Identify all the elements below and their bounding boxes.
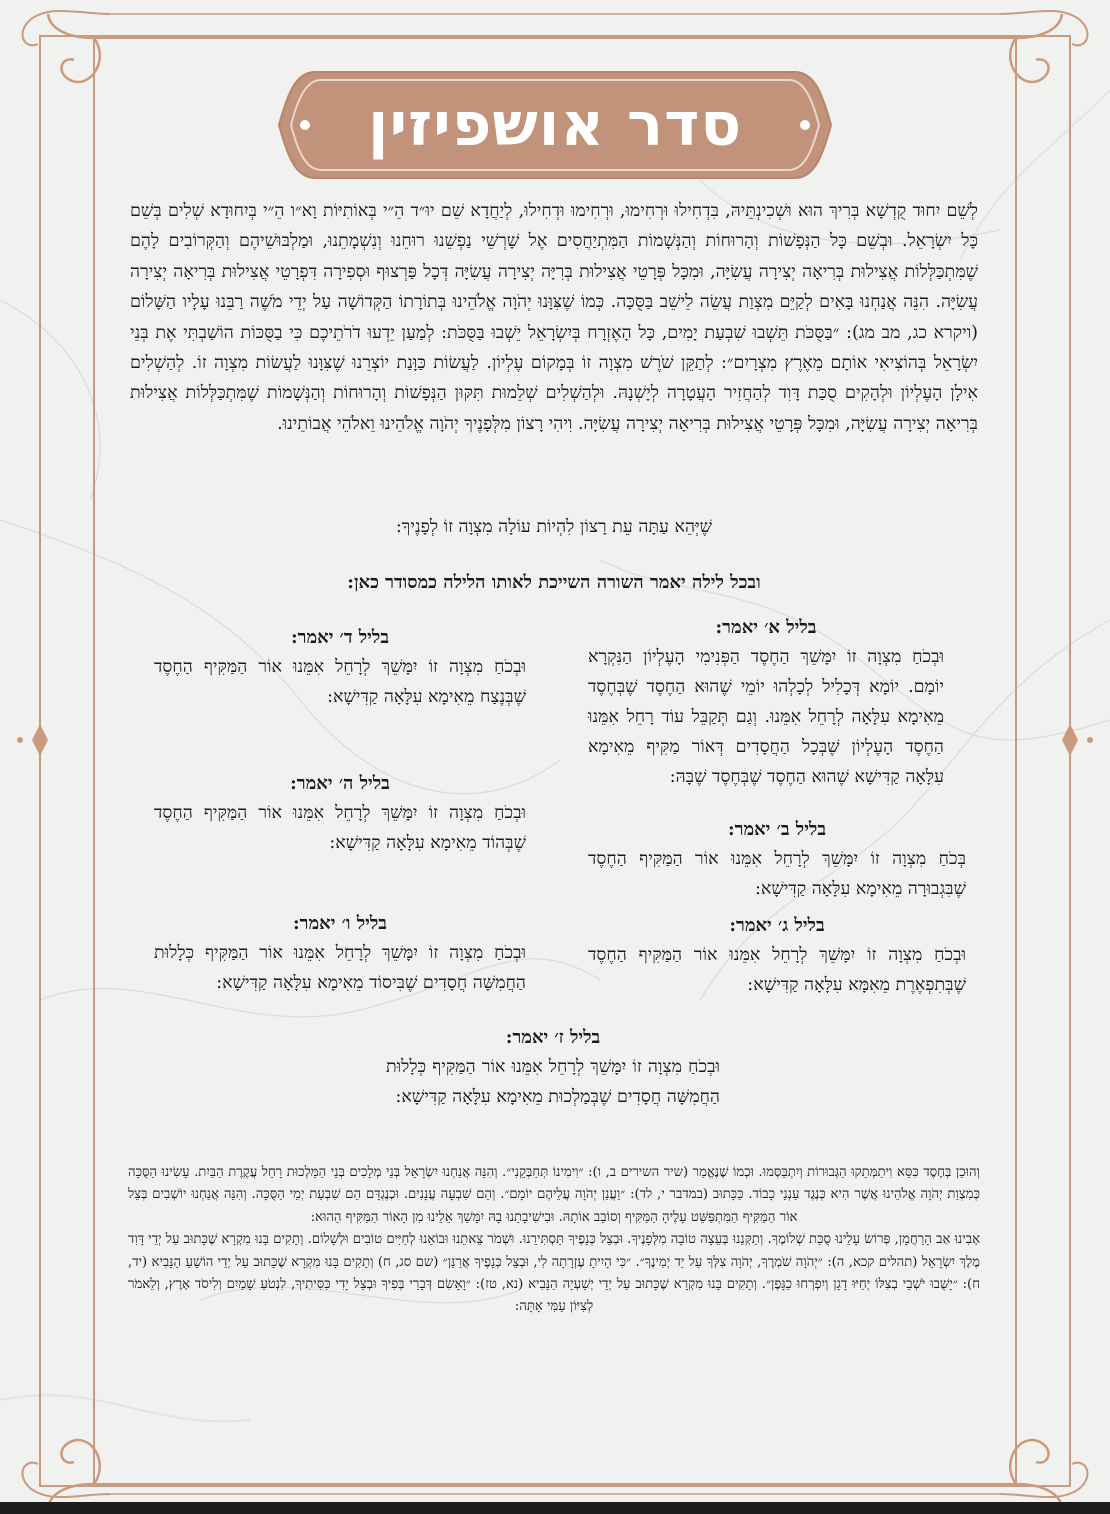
night-3-text: וּבְכֹחַ מִצְוָה זוֹ יִמָּשֵׁךְ לְרָחֵל אִמֵּנוּ אוֹר הַמַּקִּיף הַחֶסֶד שֶׁבְּתִפְאֶרֶת מֵאִמָּא עִלָּאָה קַדִּישָׁא:	[588, 945, 966, 995]
night-1-text: וּבְכֹחַ מִצְוָה זוֹ יִמָּשֵׁךְ הַחֶסֶד הַפְּנִימִי הָעֶלְיוֹן הַנִּקְרָא יוֹמָם. יוֹמָא דְּכָלִיל לְכָלְהוּ יוֹמֵי שֶׁהוּא הַחֶסֶד שֶׁבְּחֶסֶד מֵאִימָא עִלָּאָה לְרָחֵל אִמֵּנוּ. וְגַם תְּקַבֵּל עוֹד רָחֵל אִמֵּנוּ הַחֶסֶד הָעֶלְיוֹן שֶׁבְּכָל הַחֲסָדִים דְּאוֹר מַקִּיף מֵאִימָא עִלָּאָה קַדִּישָׁא שֶׁהוּא הַחֶסֶד שֶׁבְּחֶסֶד שֶׁבָּהּ:	[588, 647, 944, 787]
closing-paragraph-2: אָבִינוּ אַב הָרַחֲמָן, פְּרוֹשׂ עָלֵינוּ סֻכַּת שְׁלוֹמֶךָ. וְתַקְּנֵנוּ בְּעֵצָה טוֹבָה מִלְּפָנֶיךָ. וּבְצֵל כְּנָפֶיךָ תַּסְתִּירֵנוּ. וּשְׁמֹר צֵאתֵנוּ וּבוֹאֵנוּ לְחַיִּים טוֹבִים וּלְשָׁלוֹם. וְתָקִים בָּנוּ מִקְרָא שֶׁכָּתוּב עַל יְדֵי דָּוִד מֶלֶךְ יִשְׂרָאֵל (תהלים קכא, ה): ״יְהֹוָה שֹׁמְרֶךָ, יְהֹוָה צִלְּךָ עַל יַד יְמִינֶךָ״. ״כִּי הָיִיתָ עֶזְרָתָה לִי, וּבְצֵל כְּנָפֶיךָ אֲרַנֵּן״ (שם סג, ח) וְתָקִים בָּנוּ מִקְרָא שֶׁכָּתוּב עַל יְדֵי הוֹשֵׁעַ הַנָּבִיא (יד, ח): ״יָשֻׁבוּ יֹשְׁבֵי בְצִלּוֹ יְחַיּוּ דָגָן וְיִפְרְחוּ כַגָּפֶן״. וְתָקִים בָּנוּ מִקְרָא שֶׁכָּתוּב עַל יְדֵי יְשַׁעְיָה הַנָּבִיא (נא, טז): ״וָאָשִׂם דְּבָרַי בְּפִיךָ וּבְצֵל יָדִי כִּסִּיתִיךָ, לִנְטֹעַ שָׁמַיִם וְלִיסֹד אָרֶץ, וְלֵאמֹר לְצִיּוֹן עַמִּי אָתָּה:	[128, 1232, 980, 1315]
corner-scroll-top-right	[1010, 14, 1062, 82]
side-diamond-left	[32, 724, 48, 756]
night-4-block	[154, 624, 526, 712]
night-7-block	[386, 1024, 720, 1112]
nightly-instruction: ובכל לילה יאמר השורה השייכת לאותו הלילה כמסודר כאן:	[347, 572, 761, 593]
night-6-title: בליל ו׳ יאמר:	[293, 913, 387, 934]
intro-closing-line: שֶׁיְּהֵא עַתָּה עֵת רָצוֹן לִהְיוֹת עוֹלָה מִצְוָה זוֹ לְפָנֶיךָ:	[395, 517, 713, 537]
night-2-text: בְּכֹחַ מִצְוָה זוֹ יִמָּשֵׁךְ לְרָחֵל אִמֵּנוּ אוֹר הַמַּקִּיף הַחֶסֶד שֶׁבִּגְבוּרָה מֵאִימָא עִלָּאָה קַדִּישָׁא:	[588, 849, 966, 899]
night-7-title: בליל ז׳ יאמר:	[505, 1027, 601, 1048]
night-3-title: בליל ג׳ יאמר:	[729, 915, 825, 936]
night-5-block	[154, 770, 526, 858]
bottom-edge-strip	[0, 1502, 1110, 1514]
night-4-text: וּבְכֹחַ מִצְוָה זוֹ יִמָּשֵׁךְ לְרָחֵל אִמֵּנוּ אוֹר הַמַּקִּיף הַחֶסֶד שֶׁבְּנֶצַח מֵאִימָא עִלָּאָה קַדִּישָׁא:	[154, 657, 526, 707]
night-1-title: בליל א׳ יאמר:	[715, 617, 817, 638]
side-diamond-right	[1062, 724, 1078, 756]
night-1-block	[588, 614, 944, 792]
closing-paragraph-1: וְהוּכַן בְּחֶסֶד כִּסֵּא וִיתַמְּתֵקוּ הַגְּבוּרוֹת וְיִתְבַּסְּמוּ. וּכְמוֹ שֶׁנֶּאֱמַר (שיר השירים ב, ו): ״וִימִינוֹ תְּחַבְּקֵנִי״. וְהִנֵּה אֲנַחְנוּ יִשְׂרָאֵל בְּנֵי מְלָכִים בְּנֵי הַמַּלְכוּת רָחֵל עֲקֶרֶת הַבַּיִת. עָשִׂינוּ הַסֻּכָּה כְּמִצְוַת יְהֹוָה אֱלֹהֵינוּ אֲשֶׁר הִיא כְּנֶגֶד עַנְנֵי כָבוֹד. כַּכָּתוּב (במדבר י, לד): ״וַעֲנַן יְהֹוָה עֲלֵיהֶם יוֹמָם״. וְהֵם שִׁבְעָה עֲנָנִים. וּכְנֶגְדָּם הֵם שִׁבְעַת יְמֵי הַסֻּכָּה. וְהִנֵּה אֲנַחְנוּ יוֹשְׁבִים בְּצֵל אוֹר הַמַּקִּיף הַמִּתְפַּשֵּׁט עָלֶיהָ הַמַּקִּיף וְסוֹבֵב אוֹתָהּ. וּבִישִׁיבָתֵנוּ בָהּ יִמָּשֵׁךְ אֵלֵינוּ מִן הָאוֹר הַמַּקִּיף הַהוּא:	[128, 1165, 980, 1225]
night-3-block	[588, 912, 966, 1000]
night-4-title: בליל ד׳ יאמר:	[290, 627, 389, 648]
night-5-text: וּבְכֹחַ מִצְוָה זוֹ יִמָּשֵׁךְ לְרָחֵל אִמֵּנוּ אוֹר הַמַּקִּיף הַחֶסֶד שֶׁבְּהוֹד מֵאִימָא עִלָּאָה קַדִּישָׁא:	[154, 803, 526, 853]
closing-prayer	[128, 1162, 980, 1319]
night-7-text: וּבְכֹחַ מִצְוָה זוֹ יִמָּשֵׁךְ לְרָחֵל אִמֵּנוּ אוֹר הַמַּקִּיף כְּלָלוּת הַחֲמִשָּׁה חֲסָדִים שֶׁבְּמַלְכוּת מֵאִימָא עִלָּאָה קַדִּישָׁא:	[386, 1057, 720, 1107]
night-6-text: וּבְכֹחַ מִצְוָה זוֹ יִמָּשֵׁךְ לְרָחֵל אִמֵּנוּ אוֹר הַמַּקִּיף כְּלָלוּת הַחֲמִשָּׁה חֲסָדִים שֶׁבִּיסוֹד מֵאִימָא עִלָּאָה קַדִּישָׁא:	[154, 943, 526, 993]
page-title: סדר אושפיזין	[367, 90, 743, 160]
night-6-block	[154, 910, 526, 998]
night-2-title: בליל ב׳ יאמר:	[727, 819, 827, 840]
intro-paragraph: לְשֵׁם יִחוּד קֻדְשָׁא בְּרִיךְ הוּא וּשְׁכִינְתֵּיהּ, בִּדְחִילוּ וּרְחִימוּ, וּרְחִימוּ וּדְחִילוּ, לְיַחֲדָא שֵׁם יוּ״ד הֵ״י בְּאוֹתִיּוֹת וָא״ו הֵ״י בְּיִחוּדָא שְׁלִים בְּשֵׁם כָּל יִשְׂרָאֵל. וּבְשֵׁם כָּל הַנְּפָשׁוֹת וְהָרוּחוֹת וְהַנְּשָׁמוֹת הַמִּתְיַחֲסִים אֶל שָׁרְשֵׁי נַפְשֵׁנוּ רוּחֵנוּ וְנִשְׁמָתֵנוּ, וּמַלְבּוּשֵׁיהֶם וְהַקְּרוֹבִים לָהֶם שֶׁמִּתְכַּלְּלוֹת אֲצִילוּת בְּרִיאָה יְצִירָה עֲשִׂיָּה, וּמִכָּל פְּרָטֵי אֲצִילוּת בְּרִיָּה יְצִירָה עֲשִׂיָּה דְּכָל פַּרְצוּף וּסְפִירָה דִּפְרָטֵי אֲצִילוּת בְּרִיאָה יְצִירָה עֲשִׂיָּה. הִנֵּה אֲנַחְנוּ בָּאִים לְקַיֵּם מִצְוַת עֲשֵׂה לֵישֵׁב בַּסֻּכָּה. כְּמוֹ שֶׁצִּוָּנוּ יְהֹוָה אֱלֹהֵינוּ בְּתוֹרָתוֹ הַקְּדוֹשָׁה עַל יְדֵי מֹשֶׁה רַבֵּנוּ עָלָיו הַשָּׁלוֹם (ויקרא כג, מב מג): ״בַּסֻּכֹּת תֵּשְׁבוּ שִׁבְעַת יָמִים, כָּל הָאֶזְרָח בְּיִשְׂרָאֵל יֵשְׁבוּ בַּסֻּכֹּת: לְמַעַן יֵדְעוּ דֹרֹתֵיכֶם כִּי בַסֻּכּוֹת הוֹשַׁבְתִּי אֶת בְּנֵי יִשְׂרָאֵל בְּהוֹצִיאִי אוֹתָם מֵאֶרֶץ מִצְרָיִם״: לְתַקֵּן שֹׁרֶשׁ מִצְוָה זוֹ בְּמָקוֹם עֶלְיוֹן. לַעֲשׂוֹת כַּוָּנַת יוֹצְרֵנוּ שֶׁצִּוָּנוּ לַעֲשׂוֹת מִצְוָה זוֹ. לְהַשְׁלִים אִילָן הָעֶלְיוֹן וּלְהָקִים סֻכַּת דָּוִד לְהַחֲזִיר הָעֲטָרָה לְיָשְׁנָהּ. וּלְהַשְׁלִים שְׁלֵמוּת תִּקּוּן הַנְּפָשׁוֹת וְהָרוּחוֹת וְהַנְּשָׁמוֹת שֶׁמִּתְכַּלְּלוֹת אֲצִילוּת בְּרִיאָה יְצִירָה עֲשִׂיָּה, וּמִכָּל פְּרָטֵי אֲצִילוּת בְּרִיאָה יְצִירָה עֲשִׂיָּה. וִיהִי רָצוֹן מִלְּפָנֶיךָ יְהֹוָה אֱלֹהֵינוּ וֵאלֹהֵי אֲבוֹתֵינוּ.	[130, 201, 978, 434]
night-5-title: בליל ה׳ יאמר:	[290, 773, 390, 794]
corner-scroll-top-left	[48, 14, 100, 82]
night-2-block	[588, 816, 966, 904]
